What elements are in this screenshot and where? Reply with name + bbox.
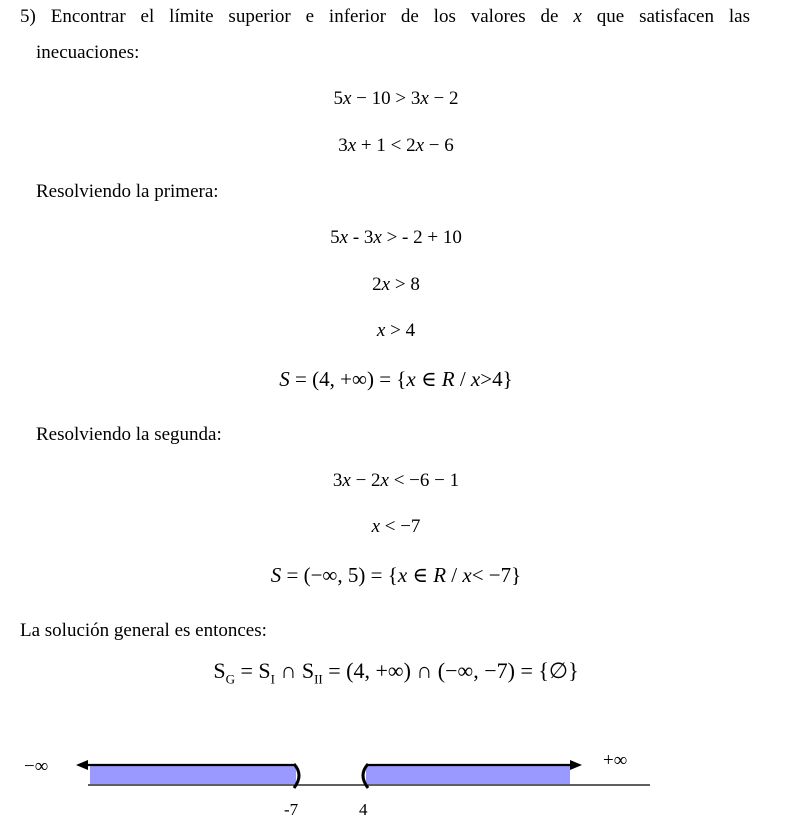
number-line-graphic <box>0 740 792 825</box>
general-heading: La solución general es entonces: <box>20 620 267 641</box>
inequality-2: 3x + 1 < 2x − 6 <box>338 135 454 156</box>
number-line <box>0 740 792 825</box>
first-step-2: 2x > 8 <box>372 274 420 295</box>
second-step-2: x < −7 <box>371 516 421 537</box>
tick-label-minus7: -7 <box>284 800 299 819</box>
second-solution-set: S = (−∞, 5) = {x ∈ R / x< −7} <box>270 563 522 587</box>
left-arrow-head <box>76 760 88 770</box>
second-heading: Resolviendo la segunda: <box>36 424 222 445</box>
problem-statement-line2: inecuaciones: <box>36 42 140 63</box>
right-arrow-head <box>570 760 582 770</box>
first-heading: Resolviendo la primera: <box>36 181 219 202</box>
general-solution-equation: $S_G = S_I$ ∩ $S_{II} = (4$, +∞) ∩ (−∞, −7) = {∅} <box>213 658 579 687</box>
positive-infinity-label: +∞ <box>603 750 628 771</box>
second-step-1: 3x − 2x < −6 − 1 <box>332 470 460 491</box>
inequality-1: 5x − 10 > 3x − 2 <box>333 88 459 109</box>
negative-infinity-label: −∞ <box>24 756 49 777</box>
interval-right <box>366 764 570 784</box>
first-step-1: 5x - 3x > - 2 + 10 <box>330 227 462 248</box>
interval-left <box>90 764 296 784</box>
first-step-3: x > 4 <box>376 320 416 341</box>
problem-statement-line1: 5) Encontrar el límite superior e inferior de los valores de x que satisfacen las <box>20 6 750 27</box>
tick-label-4: 4 <box>359 800 368 819</box>
first-solution-set: S = (4, +∞) = {x ∈ R / x>4} <box>279 367 513 391</box>
